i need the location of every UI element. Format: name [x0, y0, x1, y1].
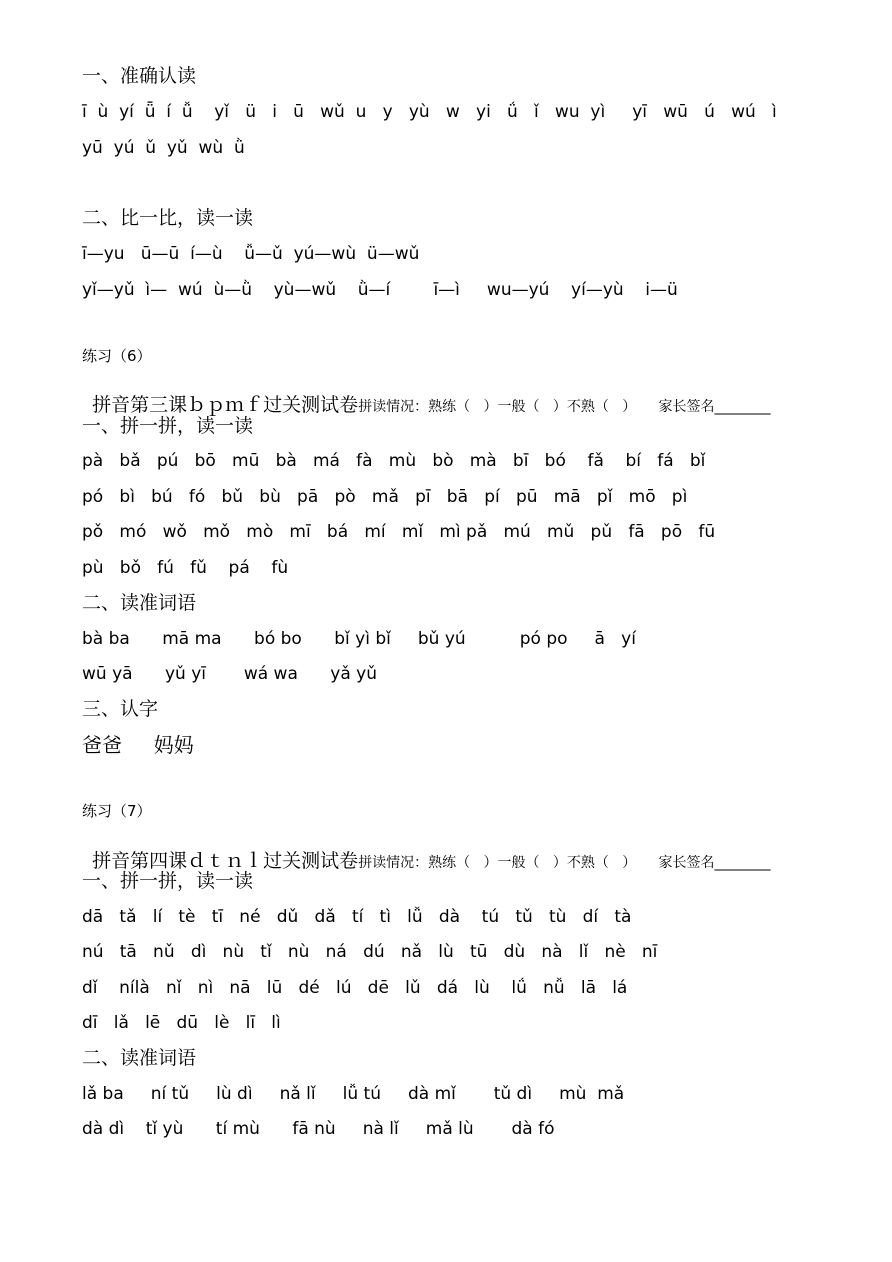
- pinyin-line: dǐ nílà nǐ nì nā lū dé lú dē lǔ dá lù lǘ nǚ lā lá: [82, 978, 628, 998]
- section-heading: 二、读准词语: [82, 592, 197, 614]
- pinyin-line: pù bǒ fú fǔ pá fù: [82, 558, 289, 578]
- pinyin-line: nú tā nǔ dì nù tǐ nù ná dú nǎ lù tū dù nà lǐ nè nī: [82, 942, 658, 962]
- character-line: 爸爸 妈妈: [82, 733, 194, 757]
- test-title-row: [82, 836, 771, 871]
- section-heading: 一、拼一拼，读一读: [82, 415, 254, 437]
- reading-status: 拼读情况：熟练（ ）一般（ ）不熟（ ） 家长签名________: [358, 855, 771, 871]
- reading-status: 拼读情况：熟练（ ）一般（ ）不熟（ ） 家长签名________: [358, 399, 771, 415]
- section-heading: 一、准确认读: [82, 65, 197, 87]
- section-heading: 二、比一比，读一读: [82, 207, 254, 229]
- pinyin-line: ī ù yí ǖ í ǚ yǐ ü i ū wǔ u y yù w yi ǘ ǐ wu yì yī wū ú wú ì: [82, 102, 777, 122]
- pinyin-line: dī lǎ lē dū lè lī lì: [82, 1013, 281, 1033]
- pinyin-line: dà dì tǐ yù tí mù fā nù nà lǐ mǎ lù dà fó: [82, 1119, 555, 1139]
- exercise-label: 练习（7）: [82, 802, 152, 820]
- pinyin-line: yǐ—yǔ ì— wú ù—ǜ yù—wǔ ǜ—í ī—ì wu—yú yí—yù i—ü: [82, 280, 678, 300]
- test-title: 拼音第四课ｄｔｎｌ过关测试卷: [92, 850, 359, 872]
- pinyin-line: dā tǎ lí tè tī né dǔ dǎ tí tì lǚ dà tú tǔ tù dí tà: [82, 907, 632, 927]
- pinyin-line: pǒ mó wǒ mǒ mò mī bá mí mǐ mì pǎ mú mǔ pǔ fā pō fū: [82, 522, 716, 542]
- pinyin-line: yū yú ǔ yǔ wù ǜ: [82, 138, 245, 158]
- section-heading: 三、认字: [82, 698, 159, 720]
- pinyin-line: ī—yu ū—ū í—ù ǚ—ǔ yú—wù ü—wǔ: [82, 244, 420, 264]
- test-title-row: [82, 380, 771, 415]
- test-title: 拼音第三课ｂｐｍｆ过关测试卷: [92, 394, 359, 416]
- pinyin-line: pà bǎ pú bō mū bà má fà mù bò mà bī bó fǎ bí fá bǐ: [82, 451, 706, 471]
- pinyin-line: bà ba mā ma bó bo bǐ yì bǐ bǔ yú pó po ā yí: [82, 629, 636, 649]
- pinyin-line: pó bì bú fó bǔ bù pā pò mǎ pī bā pí pū mā pǐ mō pì: [82, 487, 688, 507]
- exercise-label: 练习（6）: [82, 347, 152, 365]
- section-heading: 二、读准词语: [82, 1047, 197, 1069]
- section-heading: 一、拼一拼，读一读: [82, 870, 254, 892]
- pinyin-line: lǎ ba ní tǔ lù dì nǎ lǐ lǚ tú dà mǐ tǔ dì mù mǎ: [82, 1084, 625, 1104]
- pinyin-line: wū yā yǔ yī wá wa yǎ yǔ: [82, 664, 378, 684]
